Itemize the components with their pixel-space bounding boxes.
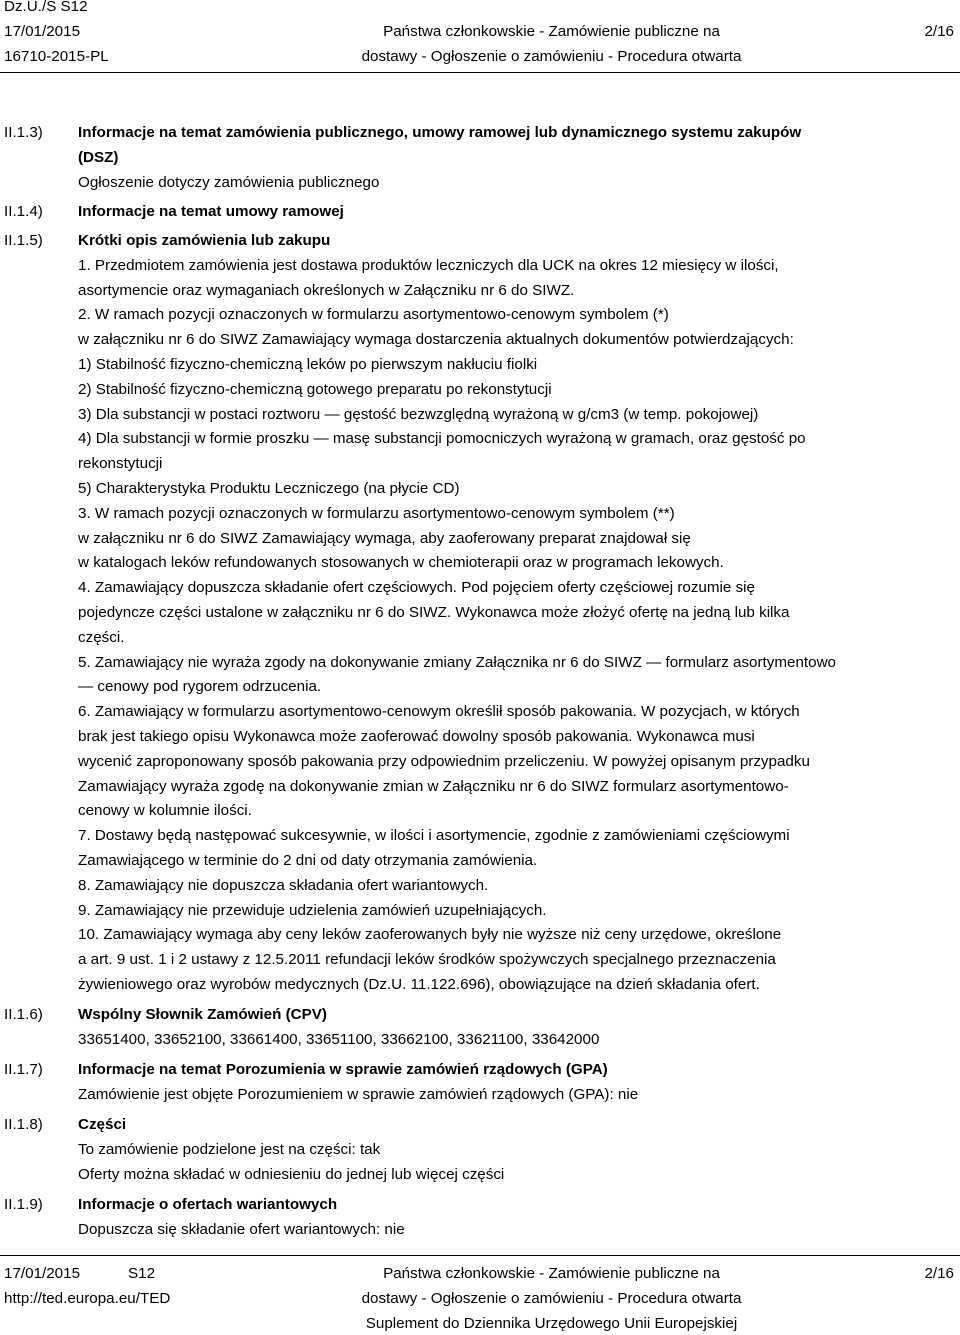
section-2-1-9-text: Dopuszcza się składanie ofert wariantowych: nie (78, 1220, 405, 1238)
description-line: a art. 9 ust. 1 i 2 ustawy z 12.5.2011 refundacji leków środków spożywczych specjalnego przeznaczenia (78, 951, 776, 969)
footer-date: 17/01/2015 (4, 1265, 81, 1282)
section-2-1-8-text-1: To zamówienie podzielone jest na części: tak (78, 1140, 381, 1158)
document-id: 16710-2015-PL (4, 48, 109, 65)
description-line: wycenić zaproponowany sposób pakowania przy odpowiednim przeliczeniu. W powyżej opisanym przypadku (78, 752, 810, 770)
section-2-1-3-title-b: (DSZ) (78, 148, 119, 166)
header-page-number: 2/16 (924, 23, 954, 40)
description-line: 5. Zamawiający nie wyraża zgody na dokonywanie zmiany Załącznika nr 6 do SIWZ — formularz asortymentowo (78, 653, 836, 671)
section-2-1-8-text-2: Oferty można składać w odniesieniu do jednej lub więcej części (78, 1165, 505, 1183)
section-2-1-5-description (78, 254, 958, 998)
description-line: 4) Dla substancji w formie proszku — masę substancji pomocniczych wyrażoną w gramach, oraz gęstość po (78, 430, 806, 448)
description-line: 5) Charakterystyka Produktu Leczniczego (na płycie CD) (78, 479, 460, 497)
description-line: 1. Przedmiotem zamówienia jest dostawa produktów leczniczych dla UCK na okres 12 miesięcy w ilości, (78, 256, 779, 274)
description-line: w załączniku nr 6 do SIWZ Zamawiający wymaga dostarczenia aktualnych dokumentów potwierdzających: (78, 331, 794, 349)
section-2-1-9-block (78, 1193, 958, 1243)
cpv-codes: 33651400, 33652100, 33661400, 33651100, 33662100, 33621100, 33642000 (78, 1030, 600, 1048)
footer-divider (0, 1255, 960, 1256)
footer-page-number: 2/16 (924, 1265, 954, 1282)
description-line: 7. Dostawy będą następować sukcesywnie, w ilości i asortymencie, zgodnie z zamówieniami częściowymi (78, 827, 790, 845)
description-line: 2. W ramach pozycji oznaczonych w formularzu asortymentowo-cenowym symbolem (*) (78, 306, 669, 324)
description-line: 4. Zamawiający dopuszcza składanie ofert częściowych. Pod pojęciem oferty częściowej rozumie się (78, 579, 755, 597)
header-date: 17/01/2015 (4, 23, 81, 40)
description-line: części. (78, 628, 125, 646)
description-line: pojedyncze części ustalone w załączniku nr 6 do SIWZ. Wykonawca może złożyć ofertę na jedną lub kilka (78, 603, 790, 621)
footer-issue: S12 (128, 1265, 156, 1282)
page-header (0, 0, 960, 72)
description-line: 9. Zamawiający nie przewiduje udzielenia zamówień uzupełniających. (78, 901, 547, 919)
section-2-1-5-title: Krótki opis zamówienia lub zakupu (78, 232, 331, 249)
description-line: 3) Dla substancji w postaci roztworu — gęstość bezwzględną wyrażoną w g/cm3 (w temp. pokojowej) (78, 405, 759, 423)
footer-url[interactable] (4, 1287, 170, 1310)
description-line: 2) Stabilność fizyczno-chemiczną gotowego preparatu po rekonstytucji (78, 380, 552, 398)
description-line: brak jest takiego opisu Wykonawca może zaoferować dowolny sposób pakowania. Wykonawca musi (78, 727, 755, 745)
footer-title-line3: Suplement do Dziennika Urzędowego Unii Europejskiej (365, 1315, 738, 1332)
description-line: rekonstytucji (78, 455, 163, 473)
section-number-2-1-4: II.1.4) (4, 203, 43, 220)
description-line: Zamawiający wyraża zgodę na dokonywanie zmian w Załączniku nr 6 do SIWZ formularz asortymentowo- (78, 777, 789, 795)
section-2-1-4-title: Informacje na temat umowy ramowej (78, 203, 344, 220)
description-line: 10. Zamawiający wymaga aby ceny leków zaoferowanych były nie wyższe niż ceny urzędowe, określone (78, 926, 782, 944)
section-2-1-3-block (78, 121, 958, 195)
section-number-2-1-7: II.1.7) (4, 1061, 43, 1078)
description-line: w załączniku nr 6 do SIWZ Zamawiający wymaga, aby zaoferowany preparat znajdował się (78, 529, 691, 547)
footer-title-line1: Państwa członkowskie - Zamówienie publiczne na (383, 1265, 720, 1282)
section-2-1-3-title-a: Informacje na temat zamówienia publicznego, umowy ramowej lub dynamicznego systemu zakupów (78, 124, 802, 141)
section-2-1-3-text: Ogłoszenie dotyczy zamówienia publicznego (78, 173, 380, 191)
header-title-line1: Państwa członkowskie - Zamówienie publiczne na (383, 23, 720, 40)
section-2-1-7-text: Zamówienie jest objęte Porozumieniem w sprawie zamówień rządowych (GPA): nie (78, 1085, 639, 1103)
section-number-2-1-8: II.1.8) (4, 1116, 43, 1133)
header-title-line2: dostawy - Ogłoszenie o zamówieniu - Procedura otwarta (361, 48, 742, 65)
section-2-1-6-block (78, 1003, 958, 1053)
section-2-1-4-block (78, 200, 958, 225)
description-line: Zamawiającego w terminie do 2 dni od daty otrzymania zamówienia. (78, 851, 538, 869)
description-line: żywieniowego oraz wyrobów medycznych (Dz.U. 11.122.696), obowiązujące na dzień składania ofert. (78, 975, 760, 993)
section-2-1-8-title: Części (78, 1116, 127, 1133)
header-divider (0, 72, 960, 73)
description-line: 8. Zamawiający nie dopuszcza składania ofert wariantowych. (78, 876, 489, 894)
description-line: cenowy w kolumnie ilości. (78, 802, 252, 820)
description-line: 1) Stabilność fizyczno-chemiczną leków po pierwszym nakłuciu fiolki (78, 355, 538, 373)
description-line: 3. W ramach pozycji oznaczonych w formularzu asortymentowo-cenowym symbolem (**) (78, 504, 675, 522)
section-number-2-1-5: II.1.5) (4, 232, 43, 249)
description-line: asortymencie oraz wymaganiach określonych w Załączniku nr 6 do SIWZ. (78, 281, 575, 299)
section-2-1-7-title: Informacje na temat Porozumienia w sprawie zamówień rządowych (GPA) (78, 1061, 608, 1078)
journal-ref: Dz.U./S S12 (4, 0, 88, 15)
footer-title-line2: dostawy - Ogłoszenie o zamówieniu - Procedura otwarta (361, 1290, 742, 1307)
description-line: w katalogach leków refundowanych stosowanych w chemioterapii oraz w programach lekowych. (78, 554, 724, 572)
description-line: 6. Zamawiający w formularzu asortymentowo-cenowym określił sposób pakowania. W pozycjach, w których (78, 703, 800, 721)
section-2-1-5-block (78, 229, 958, 998)
ted-link[interactable]: http://ted.europa.eu/TED (4, 1290, 171, 1307)
section-number-2-1-6: II.1.6) (4, 1006, 43, 1023)
section-2-1-6-title: Wspólny Słownik Zamówień (CPV) (78, 1006, 327, 1023)
section-2-1-9-title: Informacje o ofertach wariantowych (78, 1196, 338, 1213)
section-number-2-1-9: II.1.9) (4, 1196, 43, 1213)
section-number-2-1-3: II.1.3) (4, 124, 43, 141)
section-2-1-7-block (78, 1058, 958, 1108)
description-line: — cenowy pod rygorem odrzucenia. (78, 678, 322, 696)
section-2-1-8-block (78, 1113, 958, 1187)
